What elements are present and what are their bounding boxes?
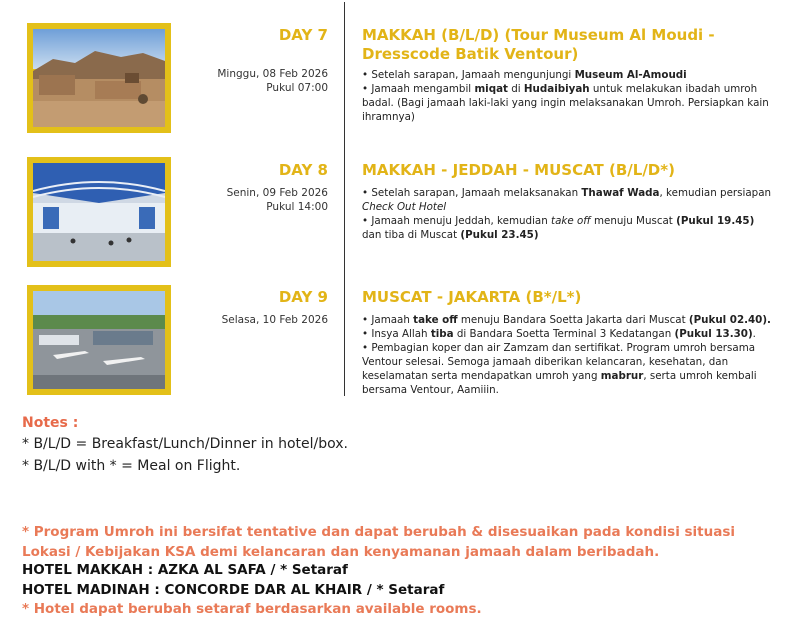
soetta-airport-photo xyxy=(33,291,165,389)
day-title: MAKKAH (B/L/D) (Tour Museum Al Moudi - Dresscode Batik Ventour) xyxy=(362,26,715,63)
day-description xyxy=(362,68,772,124)
bullet-item: • Setelah sarapan, Jamaah melaksanakan Thawaf Wada, kemudian persiapan Check Out Hotel xyxy=(362,187,772,213)
day-label: DAY 7 xyxy=(278,26,328,44)
photo-frame-day-8 xyxy=(27,157,171,267)
notes-title: Notes : xyxy=(22,415,79,431)
day-time: Pukul 14:00 xyxy=(266,201,328,213)
program-disclaimer: * Program Umroh ini bersifat tentative dan dapat berubah & disesuaikan pada kondisi situasi Lokasi / Kebijakan KSA demi kelancaran dan kenyamanan jamaah dalam beribadah. xyxy=(22,524,736,560)
timeline-divider xyxy=(344,2,345,396)
bullet-item: • Insya Allah tiba di Bandara Soetta Terminal 3 Kedatangan (Pukul 13.30). xyxy=(362,328,756,340)
bullet-item: • Setelah sarapan, Jamaah mengunjungi Museum Al-Amoudi xyxy=(362,69,687,81)
day-date: Senin, 09 Feb 2026 xyxy=(226,187,328,199)
photo-frame-day-9 xyxy=(27,285,171,395)
day-date: Minggu, 08 Feb 2026 xyxy=(217,68,328,80)
hotel-note: * Hotel dapat berubah setaraf berdasarkan available rooms. xyxy=(22,601,482,617)
day-title: MUSCAT - JAKARTA (B*/L*) xyxy=(362,288,582,306)
note-meal-legend: * B/L/D = Breakfast/Lunch/Dinner in hotel/box. xyxy=(22,436,348,452)
photo-frame-day-7 xyxy=(27,23,171,133)
hotel-makkah: HOTEL MAKKAH : AZKA AL SAFA / * Setaraf xyxy=(22,562,348,578)
day-date: Selasa, 10 Feb 2026 xyxy=(221,314,328,326)
day-label: DAY 9 xyxy=(278,288,328,306)
day-title: MAKKAH - JEDDAH - MUSCAT (B/L/D*) xyxy=(362,161,675,179)
day-label: DAY 8 xyxy=(278,161,328,179)
museum-al-moudi-photo xyxy=(33,29,165,127)
airport-terminal-photo xyxy=(33,163,165,261)
day-description xyxy=(362,313,772,397)
note-flight-meal-legend: * B/L/D with * = Meal on Flight. xyxy=(22,458,241,474)
hotel-madinah: HOTEL MADINAH : CONCORDE DAR AL KHAIR / * Setaraf xyxy=(22,582,445,598)
bullet-item: • Jamaah mengambil miqat di Hudaibiyah untuk melakukan ibadah umroh badal. (Bagi jamaah laki-laki yang ingin melaksanakan Umroh. Persiapkan kain ihramnya) xyxy=(362,83,769,123)
day-time: Pukul 07:00 xyxy=(266,82,328,94)
bullet-item: • Jamaah take off menuju Bandara Soetta Jakarta dari Muscat (Pukul 02.40). xyxy=(362,314,771,326)
bullet-item: • Jamaah menuju Jeddah, kemudian take off menuju Muscat (Pukul 19.45) dan tiba di Muscat (Pukul 23.45) xyxy=(362,215,755,241)
bullet-item: • Pembagian koper dan air Zamzam dan sertifikat. Program umroh bersama Ventour selesai. Semoga jamaah diberikan kelancaran, kesehatan, dan keselamatan serta mendapatkan umroh yang mabrur, serta umroh kembali bersama Ventour, Aamiiin. xyxy=(362,342,757,396)
day-description xyxy=(362,186,772,242)
